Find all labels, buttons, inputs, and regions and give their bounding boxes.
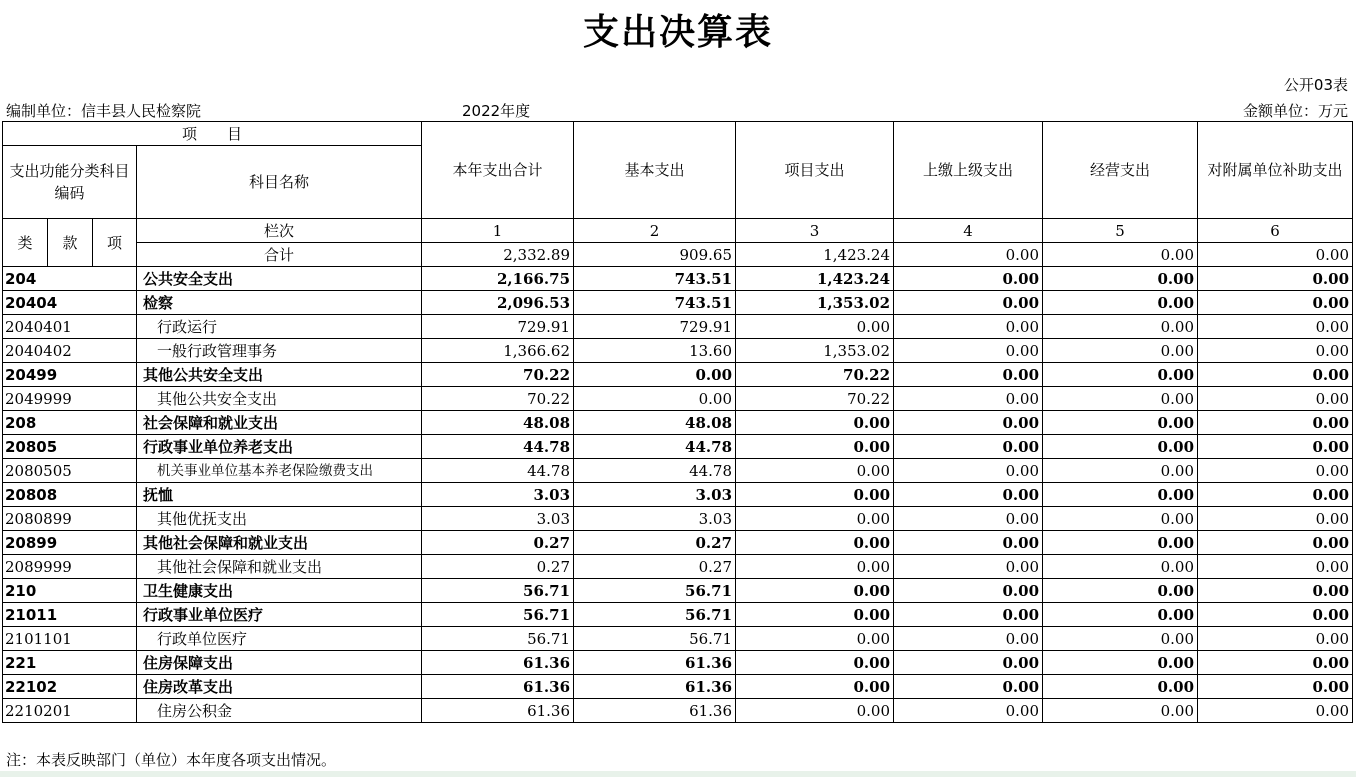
fiscal-year: 2022年度 [462,102,531,120]
colnum-3: 3 [736,219,894,243]
row-name: 机关事业单位基本养老保险缴费支出 [137,459,422,483]
row-value-col3: 0.00 [736,699,894,723]
table-row [3,315,1353,339]
row-value-col3: 0.00 [736,315,894,339]
row-value-col3: 0.00 [736,483,894,507]
table-row [3,651,1353,675]
row-value-col1: 61.36 [422,651,574,675]
row-value-col3: 0.00 [736,675,894,699]
header-lei: 类 [3,219,48,267]
row-value-col2: 0.00 [574,363,736,387]
row-value-col5: 0.00 [1043,363,1198,387]
header-code-group: 支出功能分类科目编码 [3,146,137,219]
row-value-col5: 0.00 [1043,267,1198,291]
row-name: 住房公积金 [137,699,422,723]
row-value-col4: 0.00 [894,291,1043,315]
row-code: 2089999 [3,555,137,579]
header-xiang: 项 [93,219,137,267]
row-code: 2101101 [3,627,137,651]
row-value-col2: 61.36 [574,675,736,699]
expenditure-table [2,121,1353,723]
row-name: 抚恤 [137,483,422,507]
row-value-col2: 0.27 [574,531,736,555]
total-col2: 909.65 [574,243,736,267]
header-col5: 经营支出 [1043,122,1198,219]
row-value-col6: 0.00 [1198,483,1353,507]
row-value-col3: 70.22 [736,387,894,411]
row-value-col5: 0.00 [1043,531,1198,555]
row-value-col3: 0.00 [736,531,894,555]
row-value-col1: 56.71 [422,627,574,651]
row-value-col2: 56.71 [574,627,736,651]
row-code: 2049999 [3,387,137,411]
row-value-col3: 1,353.02 [736,291,894,315]
table-row [3,627,1353,651]
table-row [3,699,1353,723]
table-row [3,435,1353,459]
total-col5: 0.00 [1043,243,1198,267]
row-code: 20404 [3,291,137,315]
row-code: 20499 [3,363,137,387]
header-col3: 项目支出 [736,122,894,219]
table-row [3,579,1353,603]
row-value-col5: 0.00 [1043,699,1198,723]
row-value-col4: 0.00 [894,699,1043,723]
colnum-4: 4 [894,219,1043,243]
row-value-col2: 56.71 [574,579,736,603]
header-col1: 本年支出合计 [422,122,574,219]
sheet-bottom-strip [0,771,1356,777]
row-value-col5: 0.00 [1043,315,1198,339]
row-value-col4: 0.00 [894,627,1043,651]
row-value-col1: 70.22 [422,387,574,411]
total-label: 合计 [137,243,422,267]
row-value-col4: 0.00 [894,267,1043,291]
row-value-col1: 56.71 [422,579,574,603]
row-value-col6: 0.00 [1198,291,1353,315]
row-value-col5: 0.00 [1043,555,1198,579]
row-code: 2040402 [3,339,137,363]
row-value-col4: 0.00 [894,579,1043,603]
row-code: 20899 [3,531,137,555]
row-value-col3: 0.00 [736,579,894,603]
row-code: 2080505 [3,459,137,483]
row-value-col3: 0.00 [736,651,894,675]
row-value-col2: 13.60 [574,339,736,363]
row-code: 20805 [3,435,137,459]
row-value-col3: 0.00 [736,507,894,531]
preparing-unit: 编制单位：信丰县人民检察院 [6,102,202,120]
colnum-2: 2 [574,219,736,243]
row-value-col1: 1,366.62 [422,339,574,363]
row-name: 其他优抚支出 [137,507,422,531]
row-value-col2: 44.78 [574,459,736,483]
page-title: 支出决算表 [582,12,773,53]
row-value-col1: 3.03 [422,483,574,507]
row-value-col4: 0.00 [894,603,1043,627]
row-value-col6: 0.00 [1198,555,1353,579]
header-kuan: 款 [48,219,93,267]
row-value-col4: 0.00 [894,483,1043,507]
row-value-col4: 0.00 [894,339,1043,363]
row-value-col2: 3.03 [574,507,736,531]
footnote: 注：本表反映部门（单位）本年度各项支出情况。 [6,751,337,769]
row-value-col6: 0.00 [1198,507,1353,531]
row-value-col3: 0.00 [736,435,894,459]
row-value-col4: 0.00 [894,459,1043,483]
row-value-col2: 44.78 [574,435,736,459]
row-value-col2: 56.71 [574,603,736,627]
row-value-col1: 61.36 [422,675,574,699]
row-value-col4: 0.00 [894,363,1043,387]
row-value-col5: 0.00 [1043,411,1198,435]
row-value-col2: 743.51 [574,267,736,291]
row-name: 其他社会保障和就业支出 [137,531,422,555]
row-value-col6: 0.00 [1198,459,1353,483]
row-value-col6: 0.00 [1198,699,1353,723]
row-name: 其他公共安全支出 [137,363,422,387]
table-row [3,291,1353,315]
row-value-col6: 0.00 [1198,411,1353,435]
row-name: 检察 [137,291,422,315]
table-row [3,459,1353,483]
row-name: 一般行政管理事务 [137,339,422,363]
row-code: 20808 [3,483,137,507]
row-value-col6: 0.00 [1198,315,1353,339]
header-lanci: 栏次 [137,219,422,243]
header-col6: 对附属单位补助支出 [1198,122,1353,219]
row-value-col3: 0.00 [736,555,894,579]
row-value-col1: 70.22 [422,363,574,387]
row-value-col1: 0.27 [422,555,574,579]
row-name: 住房改革支出 [137,675,422,699]
row-value-col5: 0.00 [1043,627,1198,651]
row-name: 行政事业单位养老支出 [137,435,422,459]
total-col1: 2,332.89 [422,243,574,267]
table-row [3,387,1353,411]
row-value-col2: 743.51 [574,291,736,315]
table-row [3,531,1353,555]
row-value-col6: 0.00 [1198,627,1353,651]
row-code: 21011 [3,603,137,627]
row-value-col5: 0.00 [1043,483,1198,507]
row-name: 行政运行 [137,315,422,339]
row-value-col6: 0.00 [1198,435,1353,459]
row-value-col6: 0.00 [1198,531,1353,555]
row-value-col5: 0.00 [1043,339,1198,363]
row-value-col6: 0.00 [1198,603,1353,627]
total-col4: 0.00 [894,243,1043,267]
row-value-col1: 2,096.53 [422,291,574,315]
row-value-col6: 0.00 [1198,339,1353,363]
row-value-col3: 1,423.24 [736,267,894,291]
table-row [3,675,1353,699]
row-value-col3: 70.22 [736,363,894,387]
row-value-col2: 61.36 [574,651,736,675]
table-row [3,507,1353,531]
row-value-col6: 0.00 [1198,579,1353,603]
row-value-col5: 0.00 [1043,435,1198,459]
row-value-col4: 0.00 [894,315,1043,339]
row-name: 行政单位医疗 [137,627,422,651]
row-value-col1: 3.03 [422,507,574,531]
colnum-1: 1 [422,219,574,243]
row-value-col5: 0.00 [1043,651,1198,675]
row-value-col6: 0.00 [1198,387,1353,411]
row-value-col2: 3.03 [574,483,736,507]
row-code: 221 [3,651,137,675]
total-col6: 0.00 [1198,243,1353,267]
row-value-col3: 0.00 [736,411,894,435]
table-row [3,483,1353,507]
row-value-col4: 0.00 [894,675,1043,699]
row-value-col5: 0.00 [1043,459,1198,483]
row-value-col1: 44.78 [422,459,574,483]
row-value-col5: 0.00 [1043,579,1198,603]
colnum-5: 5 [1043,219,1198,243]
row-value-col1: 729.91 [422,315,574,339]
row-value-col5: 0.00 [1043,387,1198,411]
row-value-col6: 0.00 [1198,675,1353,699]
header-col2: 基本支出 [574,122,736,219]
header-col4: 上缴上级支出 [894,122,1043,219]
row-value-col4: 0.00 [894,507,1043,531]
table-row [3,363,1353,387]
row-value-col2: 729.91 [574,315,736,339]
row-value-col5: 0.00 [1043,675,1198,699]
row-code: 2080899 [3,507,137,531]
row-code: 2040401 [3,315,137,339]
row-value-col6: 0.00 [1198,363,1353,387]
header-name: 科目名称 [137,146,422,219]
row-name: 其他社会保障和就业支出 [137,555,422,579]
row-value-col4: 0.00 [894,531,1043,555]
row-name: 住房保障支出 [137,651,422,675]
row-name: 社会保障和就业支出 [137,411,422,435]
currency-unit: 金额单位：万元 [1242,102,1348,120]
row-code: 2210201 [3,699,137,723]
row-value-col3: 0.00 [736,603,894,627]
row-name: 卫生健康支出 [137,579,422,603]
row-code: 22102 [3,675,137,699]
total-row [3,243,1353,267]
colnum-6: 6 [1198,219,1353,243]
row-value-col1: 0.27 [422,531,574,555]
table-row [3,555,1353,579]
table-row [3,603,1353,627]
row-value-col3: 1,353.02 [736,339,894,363]
row-value-col4: 0.00 [894,387,1043,411]
table-row [3,411,1353,435]
row-value-col4: 0.00 [894,435,1043,459]
row-code: 210 [3,579,137,603]
row-value-col6: 0.00 [1198,651,1353,675]
table-row [3,267,1353,291]
row-value-col2: 48.08 [574,411,736,435]
row-value-col4: 0.00 [894,651,1043,675]
row-name: 行政事业单位医疗 [137,603,422,627]
row-code: 208 [3,411,137,435]
row-value-col5: 0.00 [1043,507,1198,531]
form-number: 公开03表 [1283,76,1348,94]
row-value-col5: 0.00 [1043,603,1198,627]
row-value-col4: 0.00 [894,411,1043,435]
row-code: 204 [3,267,137,291]
header-item: 项 目 [3,122,422,146]
row-value-col1: 56.71 [422,603,574,627]
row-name: 公共安全支出 [137,267,422,291]
row-value-col3: 0.00 [736,627,894,651]
row-value-col6: 0.00 [1198,267,1353,291]
row-value-col2: 61.36 [574,699,736,723]
row-value-col1: 61.36 [422,699,574,723]
row-value-col3: 0.00 [736,459,894,483]
row-value-col1: 2,166.75 [422,267,574,291]
row-name: 其他公共安全支出 [137,387,422,411]
row-value-col1: 48.08 [422,411,574,435]
row-value-col2: 0.00 [574,387,736,411]
total-col3: 1,423.24 [736,243,894,267]
row-value-col5: 0.00 [1043,291,1198,315]
row-value-col2: 0.27 [574,555,736,579]
row-value-col4: 0.00 [894,555,1043,579]
table-row [3,339,1353,363]
row-value-col1: 44.78 [422,435,574,459]
